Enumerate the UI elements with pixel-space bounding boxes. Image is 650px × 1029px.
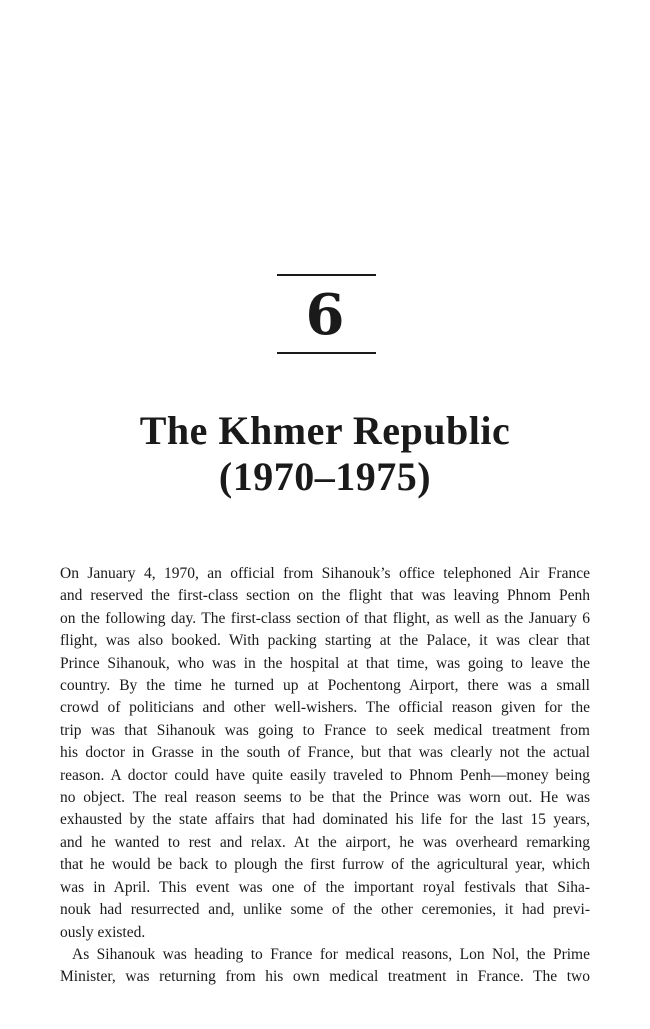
chapter-number-top-rule	[277, 274, 376, 276]
text-line: exhausted by the state affairs that had dominated his life for the last 15 years,	[60, 811, 590, 829]
text-line: on the following day. The first-class section of that flight, as well as the January 6	[60, 609, 590, 627]
text-line: crowd of politicians and other well-wishers. The official reason given for the	[60, 699, 590, 717]
text-line: country. By the time he turned up at Pochentong Airport, there was a small	[60, 677, 590, 695]
text-line: nouk had resurrected and, unlike some of the other ceremonies, it had previ-	[60, 901, 590, 919]
chapter-title	[0, 408, 650, 500]
chapter-title-line: The Khmer Republic	[139, 408, 511, 453]
text-line: trip was that Sihanouk was going to France to seek medical treatment from	[60, 721, 590, 739]
chapter-number: 6	[305, 282, 345, 348]
text-line: no object. The real reason seems to be that the Prince was worn out. He was	[60, 789, 590, 807]
paragraph	[60, 944, 590, 989]
text-line: was in April. This event was one of the important royal festivals that Siha-	[60, 878, 590, 896]
paragraph	[60, 563, 590, 944]
text-line: ously existed.	[60, 923, 146, 941]
text-line: that he would be back to plough the first furrow of the agricultural year, which	[60, 856, 590, 874]
text-line: As Sihanouk was heading to France for medical reasons, Lon Nol, the Prime	[72, 945, 590, 963]
text-line: his doctor in Grasse in the south of France, but that was clearly not the actual	[60, 744, 590, 762]
text-line: Minister, was returning from his own medical treatment in France. The two	[60, 968, 590, 986]
text-line: On January 4, 1970, an official from Sihanouk’s office telephoned Air France	[60, 565, 590, 582]
text-line: reason. A doctor could have quite easily traveled to Phnom Penh—money being	[60, 766, 590, 784]
chapter-title-dates: (1970–1975)	[218, 454, 432, 499]
text-line: and he wanted to rest and relax. At the airport, he was overheard remarking	[60, 833, 590, 851]
chapter-number-bottom-rule	[277, 352, 376, 354]
text-line: and reserved the first-class section on the flight that was leaving Phnom Penh	[60, 587, 590, 605]
text-line: flight, was also booked. With packing starting at the Palace, it was clear that	[60, 632, 590, 650]
body-text	[60, 563, 590, 989]
text-line: Prince Sihanouk, who was in the hospital at that time, was going to leave the	[60, 654, 590, 672]
